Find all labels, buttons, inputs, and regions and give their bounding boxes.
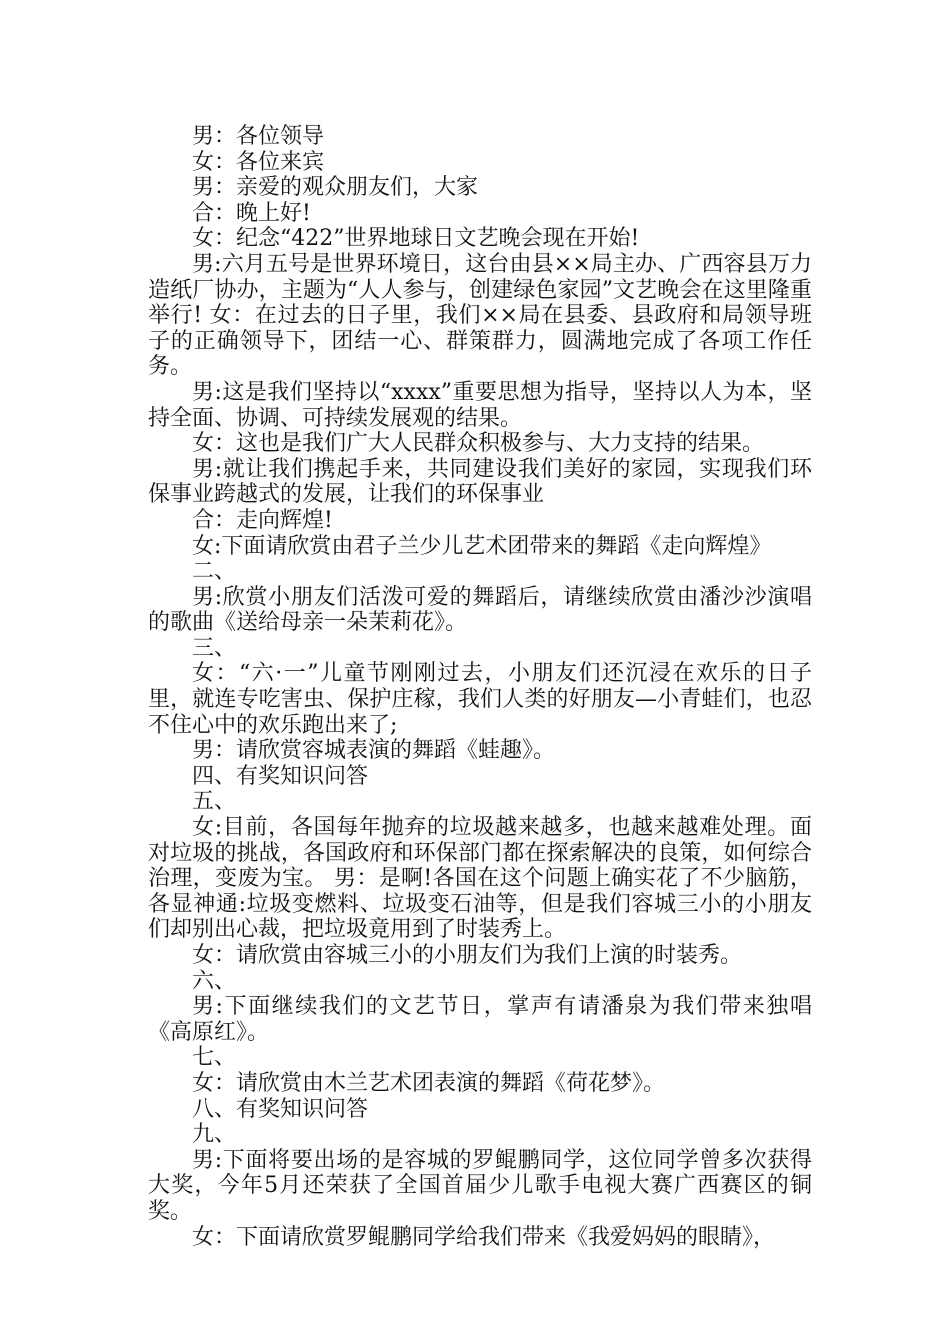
section-heading-4: 四、有奖知识问答 — [192, 763, 369, 789]
paragraph-6: 男:六月五号是世界环境日，这台由县××局主办、广西容县万力造纸厂协办，主题为“人人参与，创建绿色家园”文艺晚会在这里隆重举行! 女：在过去的日子里，我们××局在县委、县政府和局领导班子的正确领导下，团结一心、群策群力，圆满地完成了各项工作任务。 — [148, 251, 813, 380]
section-heading-9: 九、 — [192, 1122, 237, 1148]
paragraph-28: 女：下面请欣赏罗鲲鹏同学给我们带来《我爱妈妈的眼睛》， — [192, 1224, 776, 1250]
paragraph-3: 男：亲爱的观众朋友们，大家 — [192, 175, 479, 201]
paragraph-7: 男:这是我们坚持以“xxxx”重要思想为指导，坚持以人为本，坚持全面、协调、可持续发展观的结果。 — [148, 379, 812, 431]
section-heading-2: 二、 — [192, 559, 237, 585]
paragraph-20: 女：请欣赏由容城三小的小朋友们为我们上演的时装秀。 — [192, 943, 743, 968]
paragraph-16: 男：请欣赏容城表演的舞蹈《蛙趣》。 — [192, 738, 556, 764]
paragraph-10: 合：走向辉煌! — [192, 507, 333, 533]
paragraph-27: 男:下面将要出场的是容城的罗鲲鹏同学，这位同学曾多次获得大奖，今年5月还荣获了全国首届少儿歌手电视大赛广西赛区的铜奖。 — [148, 1147, 812, 1224]
section-heading-8: 八、有奖知识问答 — [192, 1096, 369, 1122]
section-heading-5: 五、 — [192, 789, 237, 815]
paragraph-8: 女：这也是我们广大人民群众积极参与、大力支持的结果。 — [192, 431, 765, 457]
paragraph-19: 女:目前，各国每年抛弃的垃圾越来越多，也越来越难处理。面对垃圾的挑战，各国政府和环保部门都在探索解决的良策，如何综合治理，变废为宝。 男：是啊!各国在这个问题上确实花了不少脑筋，各显神通:垃圾变燃料、垃圾变石油等，但是我们容城三小的小朋友们却别出心裁，把垃圾竟用到了时装秀上。 — [148, 815, 812, 943]
document-body — [148, 124, 812, 1250]
paragraph-24: 女：请欣赏由木兰艺术团表演的舞蹈《荷花梦》。 — [192, 1070, 666, 1096]
paragraph-22: 男:下面继续我们的文艺节日，掌声有请潘泉为我们带来独唱《高原红》。 — [148, 994, 812, 1045]
paragraph-13: 男:欣赏小朋友们活泼可爱的舞蹈后，请继续欣赏由潘沙沙演唱的歌曲《送给母亲一朵茉莉花》。 — [148, 584, 812, 636]
section-heading-6: 六、 — [192, 968, 237, 994]
section-heading-7: 七、 — [192, 1045, 237, 1071]
paragraph-9: 男:就让我们携起手来，共同建设我们美好的家园，实现我们环保事业跨越式的发展，让我们的环保事业 — [148, 456, 812, 508]
paragraph-15: 女：“六·一”儿童节刚刚过去，小朋友们还沉浸在欢乐的日子里，就连专吃害虫、保护庄稼，我们人类的好朋友—小青蛙们，也忍不住心中的欢乐跑出来了; — [148, 661, 812, 738]
paragraph-1: 男：各位领导 — [192, 124, 325, 149]
paragraph-5: 女：纪念“422”世界地球日文艺晚会现在开始! — [192, 226, 640, 252]
paragraph-11: 女:下面请欣赏由君子兰少儿艺术团带来的舞蹈《走向辉煌》 — [192, 533, 772, 559]
paragraph-4: 合：晚上好! — [192, 200, 311, 226]
paragraph-2: 女：各位来宾 — [192, 149, 325, 175]
section-heading-3: 三、 — [192, 635, 237, 661]
